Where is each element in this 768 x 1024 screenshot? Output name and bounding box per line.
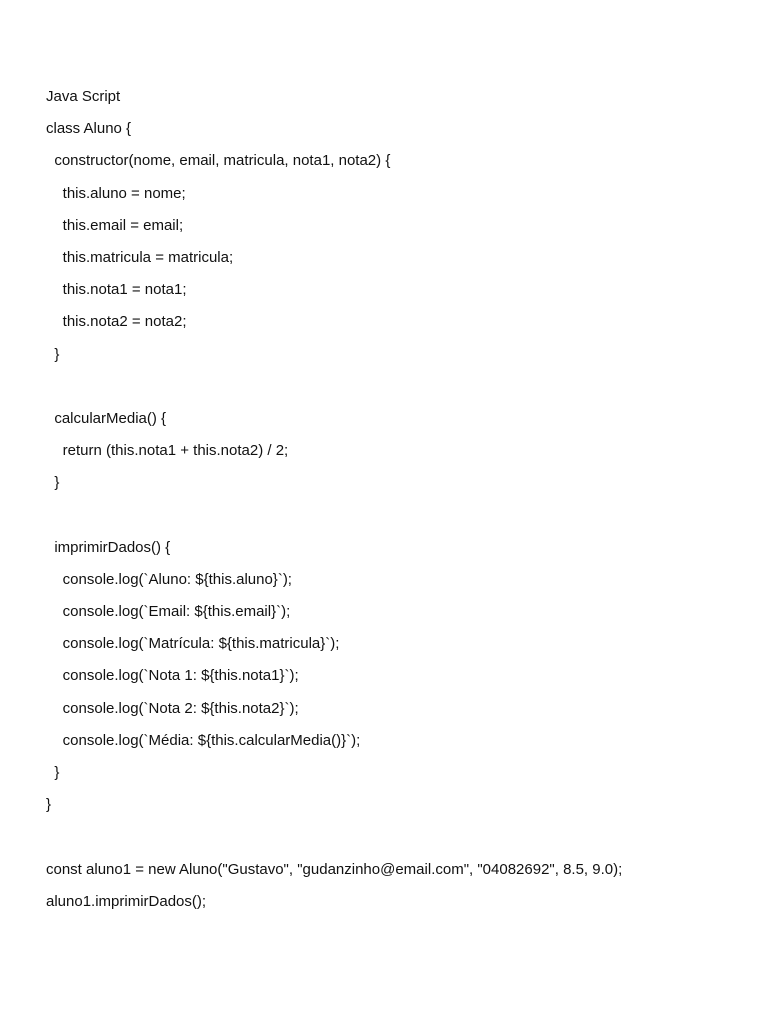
text-line — [46, 373, 746, 405]
text-line: console.log(`Matrícula: ${this.matricula}`); — [46, 635, 340, 653]
text-line: this.matricula = matricula; — [46, 248, 234, 266]
text-line: console.log(`Nota 1: ${this.nota1}`); — [46, 667, 299, 685]
text-line: } — [46, 474, 60, 492]
text-line: const aluno1 = new Aluno("Gustavo", "gudanzinho@email.com", "04082692", 8.5, 9.0); — [46, 860, 623, 878]
text-line: console.log(`Email: ${this.email}`); — [46, 603, 291, 620]
text-line: aluno1.imprimirDados(); — [46, 892, 207, 910]
text-line: Java Script — [46, 88, 121, 105]
text-line: } — [46, 345, 60, 363]
text-line: this.nota2 = nota2; — [46, 313, 187, 331]
text-line: console.log(`Média: ${this.calcularMedia()}`); — [46, 731, 361, 749]
text-line: this.aluno = nome; — [46, 184, 186, 202]
text-line: this.email = email; — [46, 216, 184, 234]
text-line — [46, 823, 746, 855]
text-line: constructor(nome, email, matricula, nota1, nota2) { — [46, 152, 391, 170]
text-line: console.log(`Nota 2: ${this.nota2}`); — [46, 699, 299, 717]
text-line: this.nota1 = nota1; — [46, 281, 187, 299]
text-line: } — [46, 763, 60, 781]
text-line: console.log(`Aluno: ${this.aluno}`); — [46, 570, 292, 588]
text-line: return (this.nota1 + this.nota2) / 2; — [46, 442, 289, 460]
text-line: } — [46, 796, 52, 814]
text-line: calcularMedia() { — [46, 409, 167, 427]
text-line: class Aluno { — [46, 120, 132, 138]
text-line: imprimirDados() { — [46, 538, 171, 556]
text-line — [46, 501, 746, 533]
code-text-block — [46, 83, 746, 920]
